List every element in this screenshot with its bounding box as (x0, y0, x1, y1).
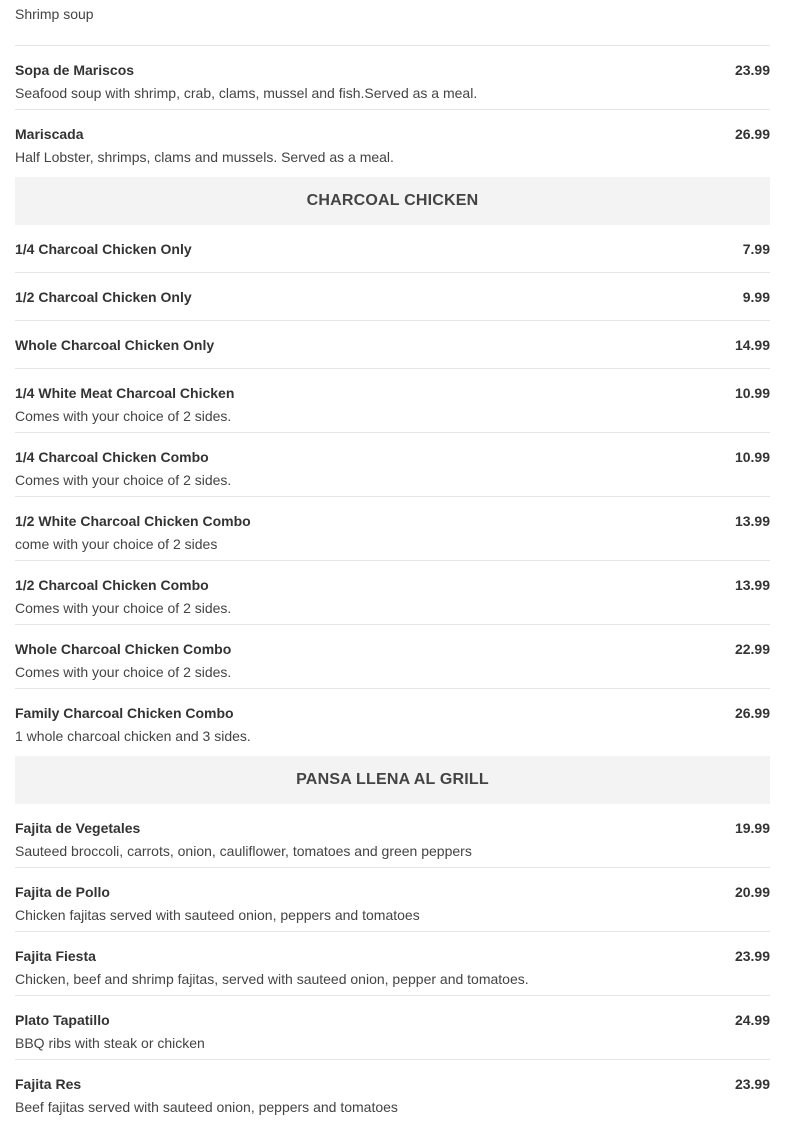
item-name: 1/4 White Meat Charcoal Chicken (15, 385, 235, 401)
item-price: 23.99 (734, 1076, 770, 1092)
menu-item-quarter-charcoal-chicken-combo[interactable] (15, 433, 770, 497)
item-price: 7.99 (742, 241, 770, 257)
item-name: 1/4 Charcoal Chicken Only (15, 241, 192, 257)
item-description: Comes with your choice of 2 sides. (15, 472, 232, 488)
item-price: 13.99 (734, 513, 770, 529)
menu-item-half-white-charcoal-chicken-combo[interactable] (15, 497, 770, 561)
menu-item-fajita-de-pollo[interactable] (15, 868, 770, 932)
menu-item-fajita-de-vegetales[interactable] (15, 804, 770, 868)
item-name: Whole Charcoal Chicken Combo (15, 641, 232, 657)
menu-item-half-charcoal-chicken-combo[interactable] (15, 561, 770, 625)
item-description: Shrimp soup (15, 6, 94, 22)
item-price: 20.99 (734, 884, 770, 900)
item-description: 1 whole charcoal chicken and 3 sides. (15, 728, 251, 744)
item-price: 9.99 (742, 289, 770, 305)
item-description: BBQ ribs with steak or chicken (15, 1035, 205, 1051)
item-name: Mariscada (15, 126, 84, 142)
item-name: 1/2 White Charcoal Chicken Combo (15, 513, 251, 529)
item-name: Plato Tapatillo (15, 1012, 110, 1028)
item-price: 24.99 (734, 1012, 770, 1028)
item-description: Comes with your choice of 2 sides. (15, 408, 232, 424)
item-price: 26.99 (734, 126, 770, 142)
item-name: Fajita de Vegetales (15, 820, 141, 836)
menu-item-fajita-fiesta[interactable] (15, 932, 770, 996)
item-name: Fajita Res (15, 1076, 82, 1092)
item-description: Beef fajitas served with sauteed onion, peppers and tomatoes (15, 1099, 398, 1115)
menu-item-fajita-res[interactable] (15, 1060, 770, 1124)
item-description: come with your choice of 2 sides (15, 536, 218, 552)
item-name: 1/2 Charcoal Chicken Only (15, 289, 192, 305)
item-description: Comes with your choice of 2 sides. (15, 600, 232, 616)
menu-item-quarter-white-meat-charcoal-chicken[interactable] (15, 369, 770, 433)
item-price: 23.99 (734, 62, 770, 78)
item-description: Comes with your choice of 2 sides. (15, 664, 232, 680)
menu-list (15, 0, 770, 1124)
menu-item-quarter-charcoal-chicken-only[interactable] (15, 225, 770, 273)
item-price: 26.99 (734, 705, 770, 721)
item-name: 1/4 Charcoal Chicken Combo (15, 449, 209, 465)
item-name: Fajita Fiesta (15, 948, 96, 964)
item-price: 13.99 (734, 577, 770, 593)
item-description: Chicken fajitas served with sauteed onion, peppers and tomatoes (15, 907, 420, 923)
menu-item-shrimp-soup[interactable] (15, 0, 770, 46)
item-name: Family Charcoal Chicken Combo (15, 705, 234, 721)
section-header-pansa-llena-al-grill: PANSA LLENA AL GRILL (15, 756, 770, 804)
item-name: 1/2 Charcoal Chicken Combo (15, 577, 209, 593)
item-name: Whole Charcoal Chicken Only (15, 337, 215, 353)
item-description: Half Lobster, shrimps, clams and mussels. Served as a meal. (15, 149, 394, 165)
item-description: Seafood soup with shrimp, crab, clams, mussel and fish.Served as a meal. (15, 85, 478, 101)
menu-item-sopa-de-mariscos[interactable] (15, 46, 770, 110)
menu-item-mariscada[interactable] (15, 110, 770, 174)
item-price: 10.99 (734, 385, 770, 401)
menu-item-whole-charcoal-chicken-only[interactable] (15, 321, 770, 369)
item-price: 10.99 (734, 449, 770, 465)
menu-item-half-charcoal-chicken-only[interactable] (15, 273, 770, 321)
item-description: Chicken, beef and shrimp fajitas, served with sauteed onion, pepper and tomatoes. (15, 971, 529, 987)
item-price: 22.99 (734, 641, 770, 657)
item-price: 23.99 (734, 948, 770, 964)
menu-item-plato-tapatillo[interactable] (15, 996, 770, 1060)
item-name: Sopa de Mariscos (15, 62, 135, 78)
item-price: 19.99 (734, 820, 770, 836)
menu-item-whole-charcoal-chicken-combo[interactable] (15, 625, 770, 689)
menu-item-family-charcoal-chicken-combo[interactable] (15, 689, 770, 753)
section-header-charcoal-chicken: CHARCOAL CHICKEN (15, 177, 770, 225)
item-price: 14.99 (734, 337, 770, 353)
item-description: Sauteed broccoli, carrots, onion, cauliflower, tomatoes and green peppers (15, 843, 472, 859)
item-name: Fajita de Pollo (15, 884, 110, 900)
